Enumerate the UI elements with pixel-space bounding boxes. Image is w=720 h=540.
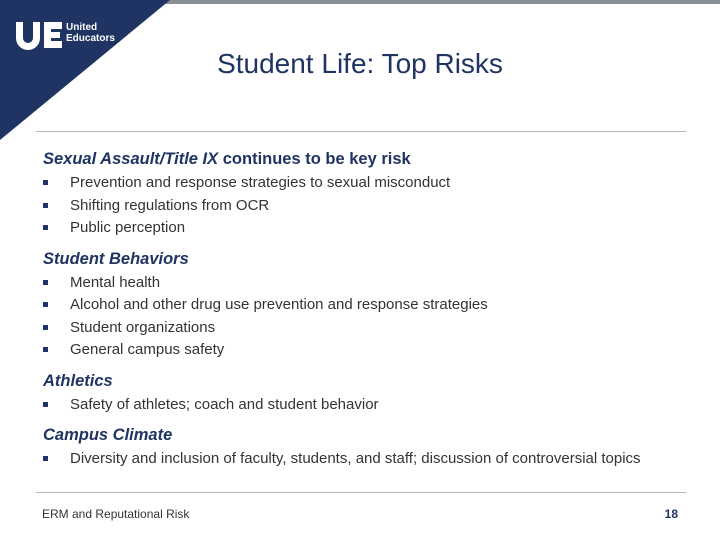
list-item-text: General campus safety	[70, 341, 225, 358]
section-heading-campus-climate: Campus Climate	[43, 426, 173, 444]
section-heading-athletics: Athletics	[43, 371, 113, 390]
footer-label: ERM and Reputational Risk	[42, 507, 190, 521]
logo-line-2: Educators	[66, 33, 115, 44]
bullet-square-icon	[43, 302, 48, 307]
list-item	[43, 172, 703, 195]
list-item-text: Public perception	[70, 219, 186, 236]
bullet-list-athletics	[43, 394, 703, 417]
list-item	[43, 195, 703, 218]
section-heading-emphasis: Sexual Assault/Title IX	[43, 150, 219, 168]
bullet-square-icon	[43, 180, 48, 185]
logo-line-1: United	[66, 22, 98, 33]
list-item	[43, 448, 703, 471]
bullet-square-icon	[43, 456, 48, 461]
bullet-square-icon	[43, 325, 48, 330]
list-item-text: Alcohol and other drug use prevention and response strategies	[70, 296, 488, 313]
list-item-text: Prevention and response strategies to sexual misconduct	[70, 174, 451, 191]
logo-text	[66, 22, 115, 44]
page-number: 18	[664, 507, 678, 521]
slide-content	[43, 148, 703, 479]
bullet-square-icon	[43, 402, 48, 407]
list-item-text: Shifting regulations from OCR	[70, 196, 270, 214]
list-item	[43, 317, 703, 340]
list-item-text: Student organizations	[70, 318, 216, 336]
list-item	[43, 339, 703, 362]
section-heading-title-ix	[43, 148, 703, 170]
list-item	[43, 272, 703, 295]
bullet-list-campus-climate	[43, 448, 703, 471]
title-divider	[36, 131, 686, 132]
list-item-text: Mental health	[70, 273, 161, 291]
list-item-text: Diversity and inclusion of faculty, students, and staff; discussion of controversial topics	[70, 450, 641, 467]
list-item-text: Safety of athletes; coach and student behavior	[70, 395, 379, 413]
slide-title: Student Life: Top Risks	[217, 48, 503, 79]
bullet-square-icon	[43, 225, 48, 230]
section-heading-rest: continues to be key risk	[218, 150, 411, 168]
bullet-square-icon	[43, 203, 48, 208]
bullet-square-icon	[43, 280, 48, 285]
bullet-list-title-ix	[43, 172, 703, 240]
bullet-list-student-behaviors	[43, 272, 703, 362]
section-heading-student-behaviors: Student Behaviors	[43, 249, 189, 268]
bullet-square-icon	[43, 347, 48, 352]
footer-divider	[36, 492, 686, 493]
list-item	[43, 294, 703, 317]
list-item	[43, 217, 703, 240]
list-item	[43, 394, 703, 417]
